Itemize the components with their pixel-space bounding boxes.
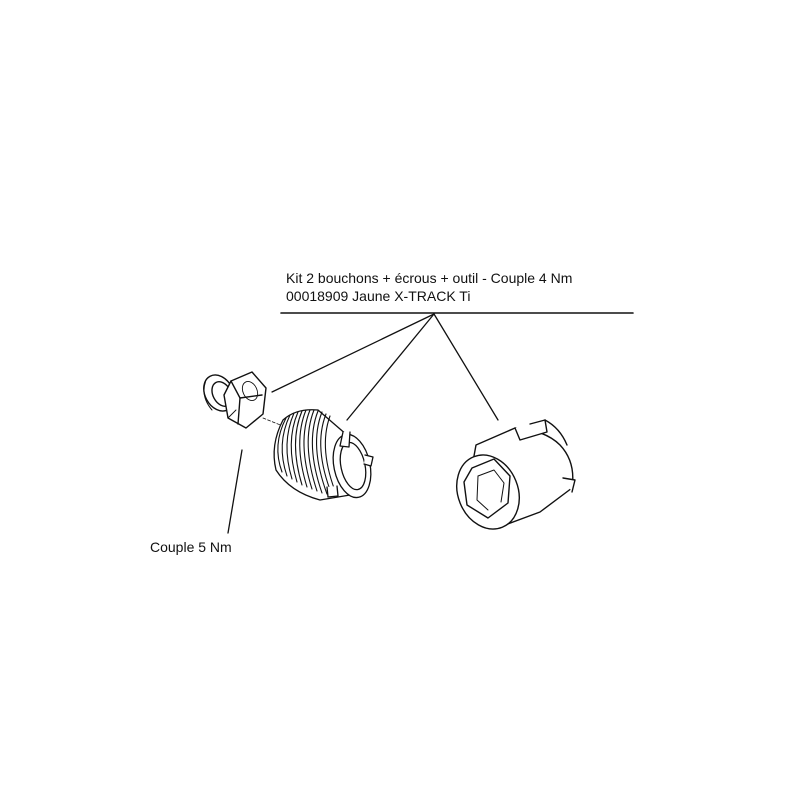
kit-title-label: Kit 2 bouchons + écrous + outil - Couple 4 Nm xyxy=(286,270,573,286)
leader-line-tool xyxy=(434,314,498,420)
leader-line-nut xyxy=(272,314,434,392)
leader-line-plug xyxy=(347,314,434,420)
leader-line-torque xyxy=(228,450,242,533)
kit-leader-lines xyxy=(272,313,633,420)
socket-tool xyxy=(446,420,575,538)
kit-reference-label: 00018909 Jaune X-TRACK Ti xyxy=(286,288,471,304)
threaded-plug xyxy=(274,410,376,501)
hex-nut xyxy=(224,372,266,428)
nut-torque-label: Couple 5 Nm xyxy=(150,539,232,555)
